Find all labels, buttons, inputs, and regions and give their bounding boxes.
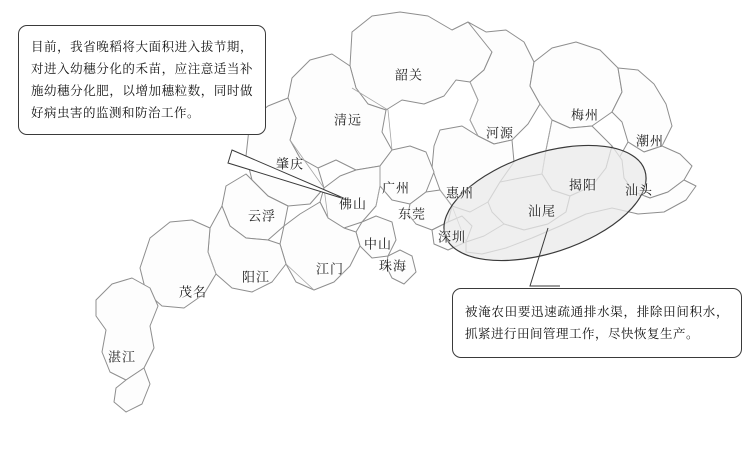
callout-top-text: 目前，我省晚稻将大面积进入拔节期，对进入幼穗分化的禾苗，应注意适当补施幼穗分化肥，以增加穗粒数，同时做好病虫害的监测和防治工作。 [31, 39, 253, 120]
city-label-yangjiang: 阳江 [241, 270, 271, 286]
city-label-zhaoqing: 肇庆 [275, 157, 305, 173]
city-label-meizhou: 梅州 [570, 108, 600, 124]
callout-late-rice-advice [18, 25, 266, 135]
city-label-shenzhen: 深圳 [437, 230, 467, 246]
city-label-chaozhou: 潮州 [635, 134, 665, 150]
city-label-maoming: 茂名 [178, 285, 208, 301]
city-label-dongguan: 东莞 [397, 207, 427, 223]
city-label-shaoguan: 韶关 [394, 68, 424, 84]
city-label-huizhou: 惠州 [445, 186, 475, 202]
city-label-yunfu: 云浮 [247, 209, 277, 225]
city-label-foshan: 佛山 [338, 197, 368, 213]
city-label-shanwei: 汕尾 [527, 204, 557, 220]
city-label-heyuan: 河源 [485, 126, 515, 142]
callout-bottom-text: 被淹农田要迅速疏通排水渠，排除田间积水，抓紧进行田间管理工作，尽快恢复生产。 [465, 304, 729, 341]
callout-flooded-field-advice [452, 288, 742, 358]
city-label-jiangmen: 江门 [315, 262, 345, 278]
city-label-qingyuan: 清远 [333, 113, 363, 129]
city-label-jieyang: 揭阳 [568, 178, 598, 194]
city-label-guangzhou: 广州 [381, 181, 411, 197]
region-shaoguan [350, 12, 492, 110]
city-label-zhuhai: 珠海 [378, 259, 408, 275]
city-label-shantou: 汕头 [624, 183, 654, 199]
city-label-zhongshan: 中山 [363, 237, 393, 253]
city-label-zhanjiang: 湛江 [107, 350, 137, 366]
